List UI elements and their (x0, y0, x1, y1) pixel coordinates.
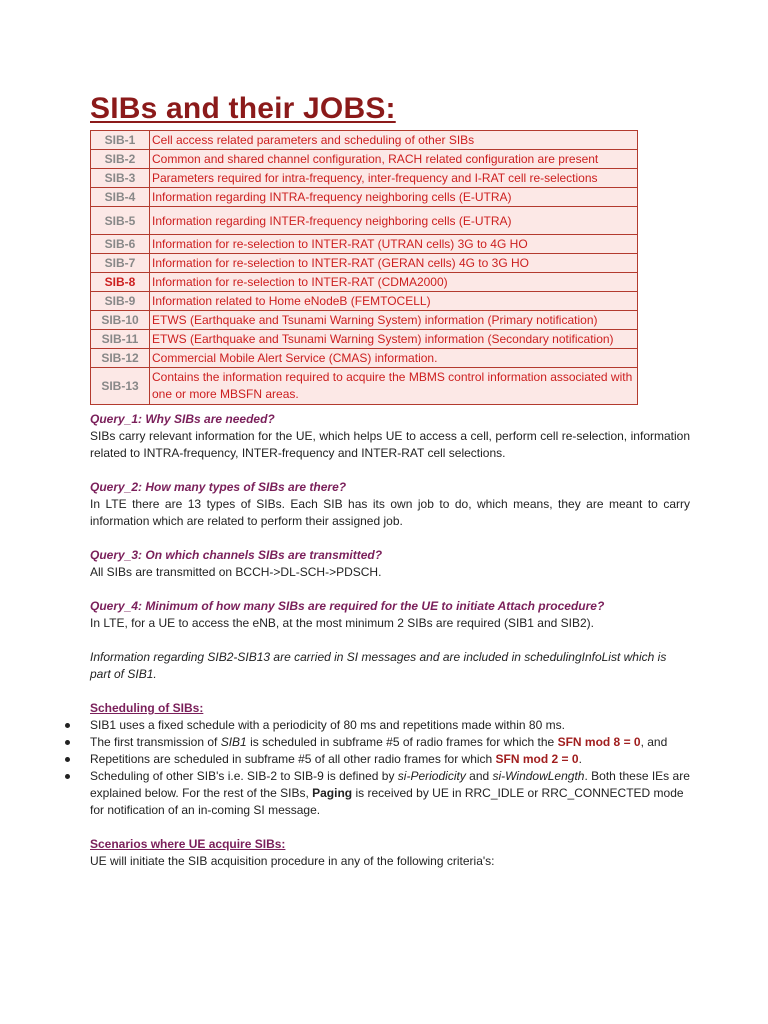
table-row (91, 235, 638, 254)
spacer (90, 462, 690, 479)
sib1-note: Information regarding SIB2-SIB13 are carried in SI messages and are included in schedulingInfoList which is part of SIB1. (90, 650, 667, 681)
list-item (90, 751, 690, 768)
scheduling-bullet-1: SIB1 uses a fixed schedule with a periodicity of 80 ms and repetitions made within 80 ms. (90, 718, 565, 732)
table-row (91, 273, 638, 292)
scheduling-list (90, 717, 690, 819)
sib-id-cell: SIB-9 (91, 292, 150, 311)
table-row (91, 368, 638, 405)
sib-id-cell: SIB-7 (91, 254, 150, 273)
sib-id-cell: SIB-11 (91, 330, 150, 349)
scheduling-bullet-2-mid: is scheduled in subframe #5 of radio frames for which the (246, 735, 558, 749)
spacer (90, 819, 690, 836)
table-row (91, 169, 638, 188)
scenarios-body: UE will initiate the SIB acquisition procedure in any of the following criteria's: (90, 854, 495, 868)
sib-desc-cell: Information regarding INTRA-frequency neighboring cells (E-UTRA) (150, 188, 638, 207)
table-row (91, 207, 638, 235)
sib-id-cell: SIB-13 (91, 368, 150, 405)
bullet-icon (65, 757, 70, 762)
bullet-icon (65, 774, 70, 779)
scheduling-bullet-4-mid: . Both these IEs are explained below. For the rest of the SIBs, (90, 769, 690, 800)
sib-desc-cell: Information for re-selection to INTER-RAT (GERAN cells) 4G to 3G HO (150, 254, 638, 273)
bullet-icon (65, 740, 70, 745)
list-item (90, 734, 690, 751)
sib-id-cell: SIB-3 (91, 169, 150, 188)
bullet-icon (65, 723, 70, 728)
sib-id-cell: SIB-4 (91, 188, 150, 207)
sib-desc-cell: Commercial Mobile Alert Service (CMAS) information. (150, 349, 638, 368)
table-row (91, 188, 638, 207)
table-row (91, 254, 638, 273)
scheduling-bullet-4-and: and (465, 769, 493, 783)
si-windowlength-text: si-WindowLength (492, 769, 585, 783)
scheduling-bullet-2-italic: SIB1 (220, 735, 247, 749)
sib-desc-cell: ETWS (Earthquake and Tsunami Warning System) information (Primary notification) (150, 311, 638, 330)
sib-desc-cell: Parameters required for intra-frequency, inter-frequency and I-RAT cell re-selections (150, 169, 638, 188)
scheduling-bullet-4-pre: Scheduling of other SIB's i.e. SIB-2 to SIB-9 is defined by (90, 769, 398, 783)
query-3-title: Query_3: On which channels SIBs are transmitted? (90, 548, 383, 562)
table-row (91, 150, 638, 169)
sib-table (90, 130, 638, 405)
sib-id-cell: SIB-1 (91, 131, 150, 150)
table-row (91, 311, 638, 330)
query-1-body: SIBs carry relevant information for the UE, which helps UE to access a cell, perform cell re-selection, information related to INTRA-frequency, INTER-frequency and INTER-RAT cell selections. (90, 429, 690, 460)
scheduling-bullet-3-pre: Repetitions are scheduled in subframe #5 of all other radio frames for which (90, 752, 496, 766)
query-2-body: In LTE there are 13 types of SIBs. Each SIB has its own job to do, which means, they are meant to carry information which are related to perform their assigned job. (90, 497, 690, 528)
scenarios-heading: Scenarios where UE acquire SIBs: (90, 837, 286, 851)
sib-desc-cell: Information for re-selection to INTER-RAT (CDMA2000) (150, 273, 638, 292)
spacer (90, 530, 690, 547)
sib-id-cell: SIB-10 (91, 311, 150, 330)
sfn-mod2-text: SFN mod 2 = 0 (495, 752, 579, 766)
spacer (90, 632, 690, 649)
sib-desc-cell: Information for re-selection to INTER-RAT (UTRAN cells) 3G to 4G HO (150, 235, 638, 254)
sib-desc-cell: Common and shared channel configuration, RACH related configuration are present (150, 150, 638, 169)
query-4-title: Query_4: Minimum of how many SIBs are required for the UE to initiate Attach procedure? (90, 599, 605, 613)
sib-id-cell: SIB-12 (91, 349, 150, 368)
paging-text: Paging (312, 786, 353, 800)
scheduling-bullet-3-post: . (578, 752, 582, 766)
sib-desc-cell: ETWS (Earthquake and Tsunami Warning System) information (Secondary notification) (150, 330, 638, 349)
list-item (90, 717, 690, 734)
si-periodicity-text: si-Periodicity (397, 769, 466, 783)
scheduling-bullet-4-post: is received by UE in RRC_IDLE or RRC_CONNECTED mode for notification of an in-coming SI message. (90, 786, 684, 817)
scheduling-bullet-2-post: , and (640, 735, 668, 749)
table-row (91, 330, 638, 349)
scheduling-heading: Scheduling of SIBs: (90, 701, 204, 715)
query-3-body: All SIBs are transmitted on BCCH->DL-SCH->PDSCH. (90, 565, 382, 579)
table-row (91, 349, 638, 368)
query-1-title: Query_1: Why SIBs are needed? (90, 412, 275, 426)
document-body (90, 411, 690, 870)
spacer (90, 581, 690, 598)
query-4-body: In LTE, for a UE to access the eNB, at the most minimum 2 SIBs are required (SIB1 and SIB2). (90, 616, 594, 630)
page-title: SIBs and their JOBS: (90, 92, 396, 125)
spacer (90, 683, 690, 700)
sib-id-cell: SIB-6 (91, 235, 150, 254)
sib-id-cell: SIB-5 (91, 207, 150, 235)
query-2-title: Query_2: How many types of SIBs are there? (90, 480, 347, 494)
sib-desc-cell: Cell access related parameters and scheduling of other SIBs (150, 131, 638, 150)
sib-desc-cell: Information related to Home eNodeB (FEMTOCELL) (150, 292, 638, 311)
sib-desc-cell: Information regarding INTER-frequency neighboring cells (E-UTRA) (150, 207, 638, 235)
table-row (91, 131, 638, 150)
sfn-mod8-text: SFN mod 8 = 0 (557, 735, 641, 749)
scheduling-bullet-2-pre: The first transmission of (90, 735, 221, 749)
table-row (91, 292, 638, 311)
sib-desc-cell: Contains the information required to acquire the MBMS control information associated with one or more MBSFN areas. (150, 368, 638, 405)
list-item (90, 768, 690, 819)
sib-id-cell: SIB-2 (91, 150, 150, 169)
sib-id-cell-highlighted: SIB-8 (91, 273, 150, 292)
